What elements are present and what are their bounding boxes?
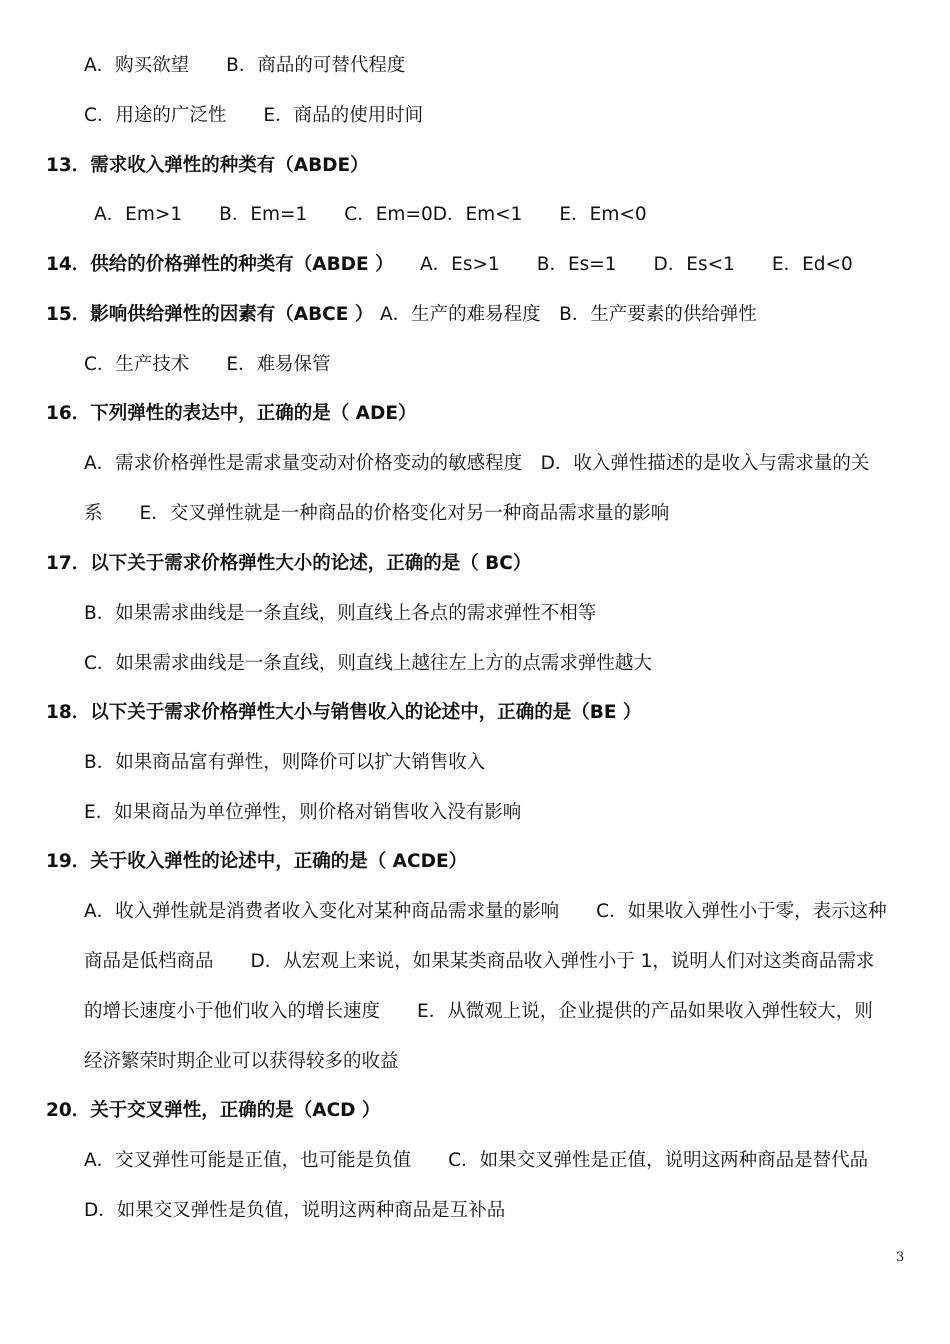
question-19: 19．关于收入弹性的论述中，正确的是（ ACDE） (46, 851, 468, 872)
page-number: 3 (896, 1250, 905, 1265)
question-20: 20．关于交叉弹性，正确的是（ACD ） (46, 1100, 381, 1121)
option-line-19a: A．收入弹性就是消费者收入变化对某种商品需求量的影响 C．如果收入弹性小于零，表示这种 (84, 901, 887, 922)
option-line-12ab: A．购买欲望 B．商品的可替代程度 (84, 55, 406, 76)
question-14: 14．供给的价格弹性的种类有（ABDE ） (46, 254, 394, 275)
option-line-13: A．Em>1 B．Em=1 C．Em=0D．Em<1 E．Em<0 (94, 204, 647, 225)
option-line-20a: A．交叉弹性可能是正值，也可能是负值 C．如果交叉弹性是正值，说明这两种商品是替代品 (84, 1150, 869, 1171)
option-line-19d: 经济繁荣时期企业可以获得较多的收益 (84, 1051, 399, 1072)
option-line-15ab: A．生产的难易程度 B．生产要素的供给弹性 (380, 304, 757, 325)
option-line-18b: B．如果商品富有弹性，则降价可以扩大销售收入 (84, 752, 486, 773)
option-line-16a: A．需求价格弹性是需求量变动对价格变动的敏感程度 D．收入弹性描述的是收入与需求量的关 (84, 453, 870, 474)
question-18: 18．以下关于需求价格弹性大小与销售收入的论述中，正确的是（BE ） (46, 702, 642, 723)
option-line-20d: D．如果交叉弹性是负值，说明这两种商品是互补品 (84, 1200, 506, 1221)
question-15: 15．影响供给弹性的因素有（ABCE ） (46, 304, 374, 325)
option-line-15ce: C．生产技术 E．难易保管 (84, 354, 331, 375)
question-16: 16．下列弹性的表达中，正确的是（ ADE） (46, 403, 417, 424)
option-line-19c: 的增长速度小于他们收入的增长速度 E．从微观上说，企业提供的产品如果收入弹性较大，则 (84, 1001, 873, 1022)
question-17: 17．以下关于需求价格弹性大小的论述，正确的是（ BC） (46, 553, 532, 574)
option-line-14: A．Es>1 B．Es=1 D．Es<1 E．Ed<0 (420, 254, 853, 275)
option-line-16b: 系 E．交叉弹性就是一种商品的价格变化对另一种商品需求量的影响 (84, 503, 670, 524)
option-line-17c: C．如果需求曲线是一条直线，则直线上越往左上方的点需求弹性越大 (84, 653, 652, 674)
question-13: 13．需求收入弹性的种类有（ABDE） (46, 155, 369, 176)
option-line-12ce: C．用途的广泛性 E．商品的使用时间 (84, 105, 424, 126)
option-line-17b: B．如果需求曲线是一条直线，则直线上各点的需求弹性不相等 (84, 603, 597, 624)
option-line-18e: E．如果商品为单位弹性，则价格对销售收入没有影响 (84, 802, 522, 823)
option-line-19b: 商品是低档商品 D．从宏观上来说，如果某类商品收入弹性小于 1，说明人们对这类商品需求 (84, 951, 875, 972)
